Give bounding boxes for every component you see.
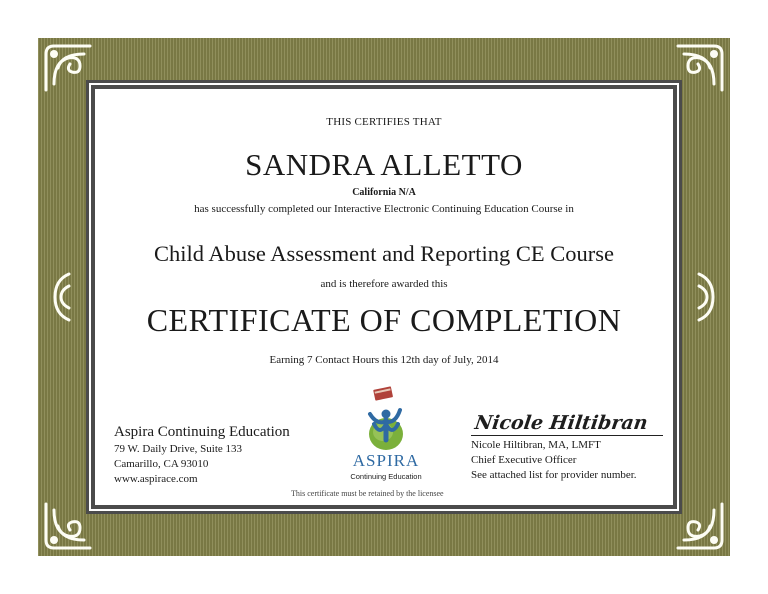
- provider-note: See attached list for provider number.: [471, 469, 637, 481]
- certifies-text: THIS CERTIFIES THAT: [326, 116, 442, 128]
- signature: Nicole Hiltibran: [473, 412, 650, 434]
- organization-website: www.aspirace.com: [114, 473, 198, 485]
- signatory-title: Chief Executive Officer: [471, 454, 577, 466]
- logo-subtitle: Continuing Education: [350, 472, 422, 481]
- logo-wordmark: ASPIRA: [352, 451, 420, 470]
- signature-line: [471, 435, 663, 436]
- organization-block: [114, 425, 290, 487]
- recipient-name: SANDRA ALLETTO: [245, 147, 523, 182]
- address-line-2: Camarillo, CA 93010: [114, 458, 209, 470]
- signatory-name: Nicole Hiltibran, MA, LMFT: [471, 439, 601, 451]
- organization-name: Aspira Continuing Education: [114, 424, 290, 440]
- corner-ornament-icon: [672, 498, 728, 554]
- certificate-title: CERTIFICATE OF COMPLETION: [146, 302, 622, 338]
- awarded-statement: and is therefore awarded this: [320, 278, 448, 290]
- course-name: Child Abuse Assessment and Reporting CE Course: [154, 241, 614, 266]
- address-line-1: 79 W. Daily Drive, Suite 133: [114, 443, 243, 455]
- corner-ornament-icon: [40, 40, 96, 96]
- signature-block: [471, 412, 671, 483]
- state-license: California N/A: [352, 187, 416, 198]
- corner-ornament-icon: [672, 40, 728, 96]
- completed-statement: has successfully completed our Interactive Electronic Continuing Education Course in: [194, 203, 574, 215]
- retain-notice: This certificate must be retained by the licensee: [291, 489, 444, 498]
- corner-ornament-icon: [40, 498, 96, 554]
- contact-hours-statement: Earning 7 Contact Hours this 12th day of July, 2014: [269, 354, 499, 366]
